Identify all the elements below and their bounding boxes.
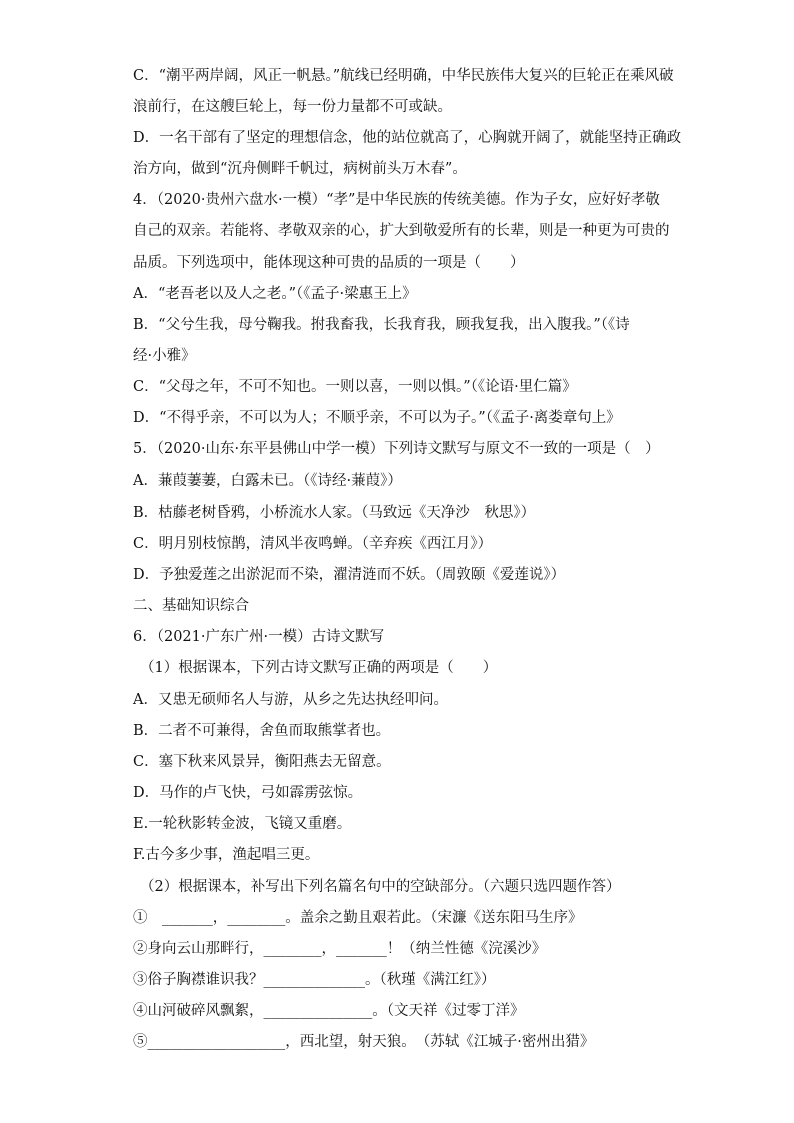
option-3c-line1: C．“潮平两岸阔，风正一帆悬。”航线已经明确，中华民族伟大复兴的巨轮正在乘风破 xyxy=(133,68,674,84)
option-6c: C．塞下秋来风景异，衡阳燕去无留意。 xyxy=(133,754,391,770)
question-6-part1: （1）根据课本，下列古诗文默写正确的两项是（ ） xyxy=(140,660,498,676)
option-4b-line1: B．“父兮生我，母兮鞠我。拊我畜我，长我育我，顾我复我，出入腹我。”（《诗 xyxy=(133,317,630,333)
option-3d-line1: D．一名干部有了坚定的理想信念，他的站位就高了，心胸就开阔了，就能坚持正确政 xyxy=(133,130,682,146)
option-4c: C．“父母之年，不可不知也。一则以喜，一则以惧。”（《论语·里仁篇》 xyxy=(133,379,577,395)
option-5c: C．明月别枝惊鹊，清风半夜鸣蝉。（辛弃疾《西江月》） xyxy=(133,536,493,552)
option-3c-line2: 浪前行，在这艘巨轮上，每一份力量都不可或缺。 xyxy=(133,99,452,115)
blank-item-5: ⑤___________________，西北望，射天狼。 （苏轼《江城子·密州出猎》 xyxy=(133,1034,595,1050)
option-4b-line2: 经·小雅》 xyxy=(133,348,196,364)
option-5a: A．蒹葭萋萋，白露未已。（《诗经·蒹葭》） xyxy=(133,473,402,489)
option-4d: D．“不得乎亲，不可以为人；不顺乎亲，不可以为子。”（《孟子·离娄章句上》 xyxy=(133,410,621,426)
question-5: 5．（2020·山东·东平县佛山中学一模）下列诗文默写与原文不一致的一项是（ ） xyxy=(133,441,660,457)
blank-item-3: ③俗子胸襟谁识我？______________。（秋瑾《满江红》） xyxy=(133,972,496,988)
blank-item-2: ②身向云山那畔行，________，_______！（纳兰性德《浣溪沙》 xyxy=(133,941,547,957)
blank-item-1: ① _______，________。盖余之勤且艰若此。（宋濂《送东阳马生序》 xyxy=(133,910,583,926)
option-6a: A．又患无硕师名人与游，从乡之先达执经叩问。 xyxy=(133,692,448,708)
question-4-line3: 品质。下列选项中，能体现这种可贵的品质的一项是（ ） xyxy=(133,255,525,271)
option-3d-line2: 治方向，做到“沉舟侧畔千帆过，病树前头万木春”。 xyxy=(133,161,467,177)
option-6f: F.古今多少事，渔起唱三更。 xyxy=(133,847,320,863)
question-6-part2: （2）根据课本，补写出下列名篇名句中的空缺部分。（六题只选四题作答） xyxy=(140,879,621,895)
option-5d: D．予独爱莲之出淤泥而不染，濯清涟而不妖。（周敦颐《爱莲说》） xyxy=(133,567,566,583)
question-4-line2: 自己的双亲。若能将、孝敬双亲的心，扩大到敬爱所有的长辈，则是一种更为可贵的 xyxy=(133,223,670,239)
option-6e: E.一轮秋影转金波，飞镜又重磨。 xyxy=(133,816,352,832)
option-5b: B．枯藤老树昏鸦，小桥流水人家。（马致远《天净沙 秋思》） xyxy=(133,505,536,521)
question-4-line1: 4．（2020·贵州六盘水·一模）“孝”是中华民族的传统美德。作为子女，应好好孝敬 xyxy=(133,192,660,208)
blank-item-4: ④山河破碎风飘絮，_______________。（文天祥《过零丁洋》 xyxy=(133,1003,525,1019)
option-6d: D．马作的卢飞快，弓如霹雳弦惊。 xyxy=(133,785,363,801)
section-heading: 二、基础知识综合 xyxy=(133,598,249,614)
option-6b: B．二者不可兼得，舍鱼而取熊掌者也。 xyxy=(133,723,391,739)
question-6: 6．（2021·广东广州·一模）古诗文默写 xyxy=(133,629,385,645)
option-4a: A．“老吾老以及人之老。”（《孟子·梁惠王上》 xyxy=(133,286,417,302)
